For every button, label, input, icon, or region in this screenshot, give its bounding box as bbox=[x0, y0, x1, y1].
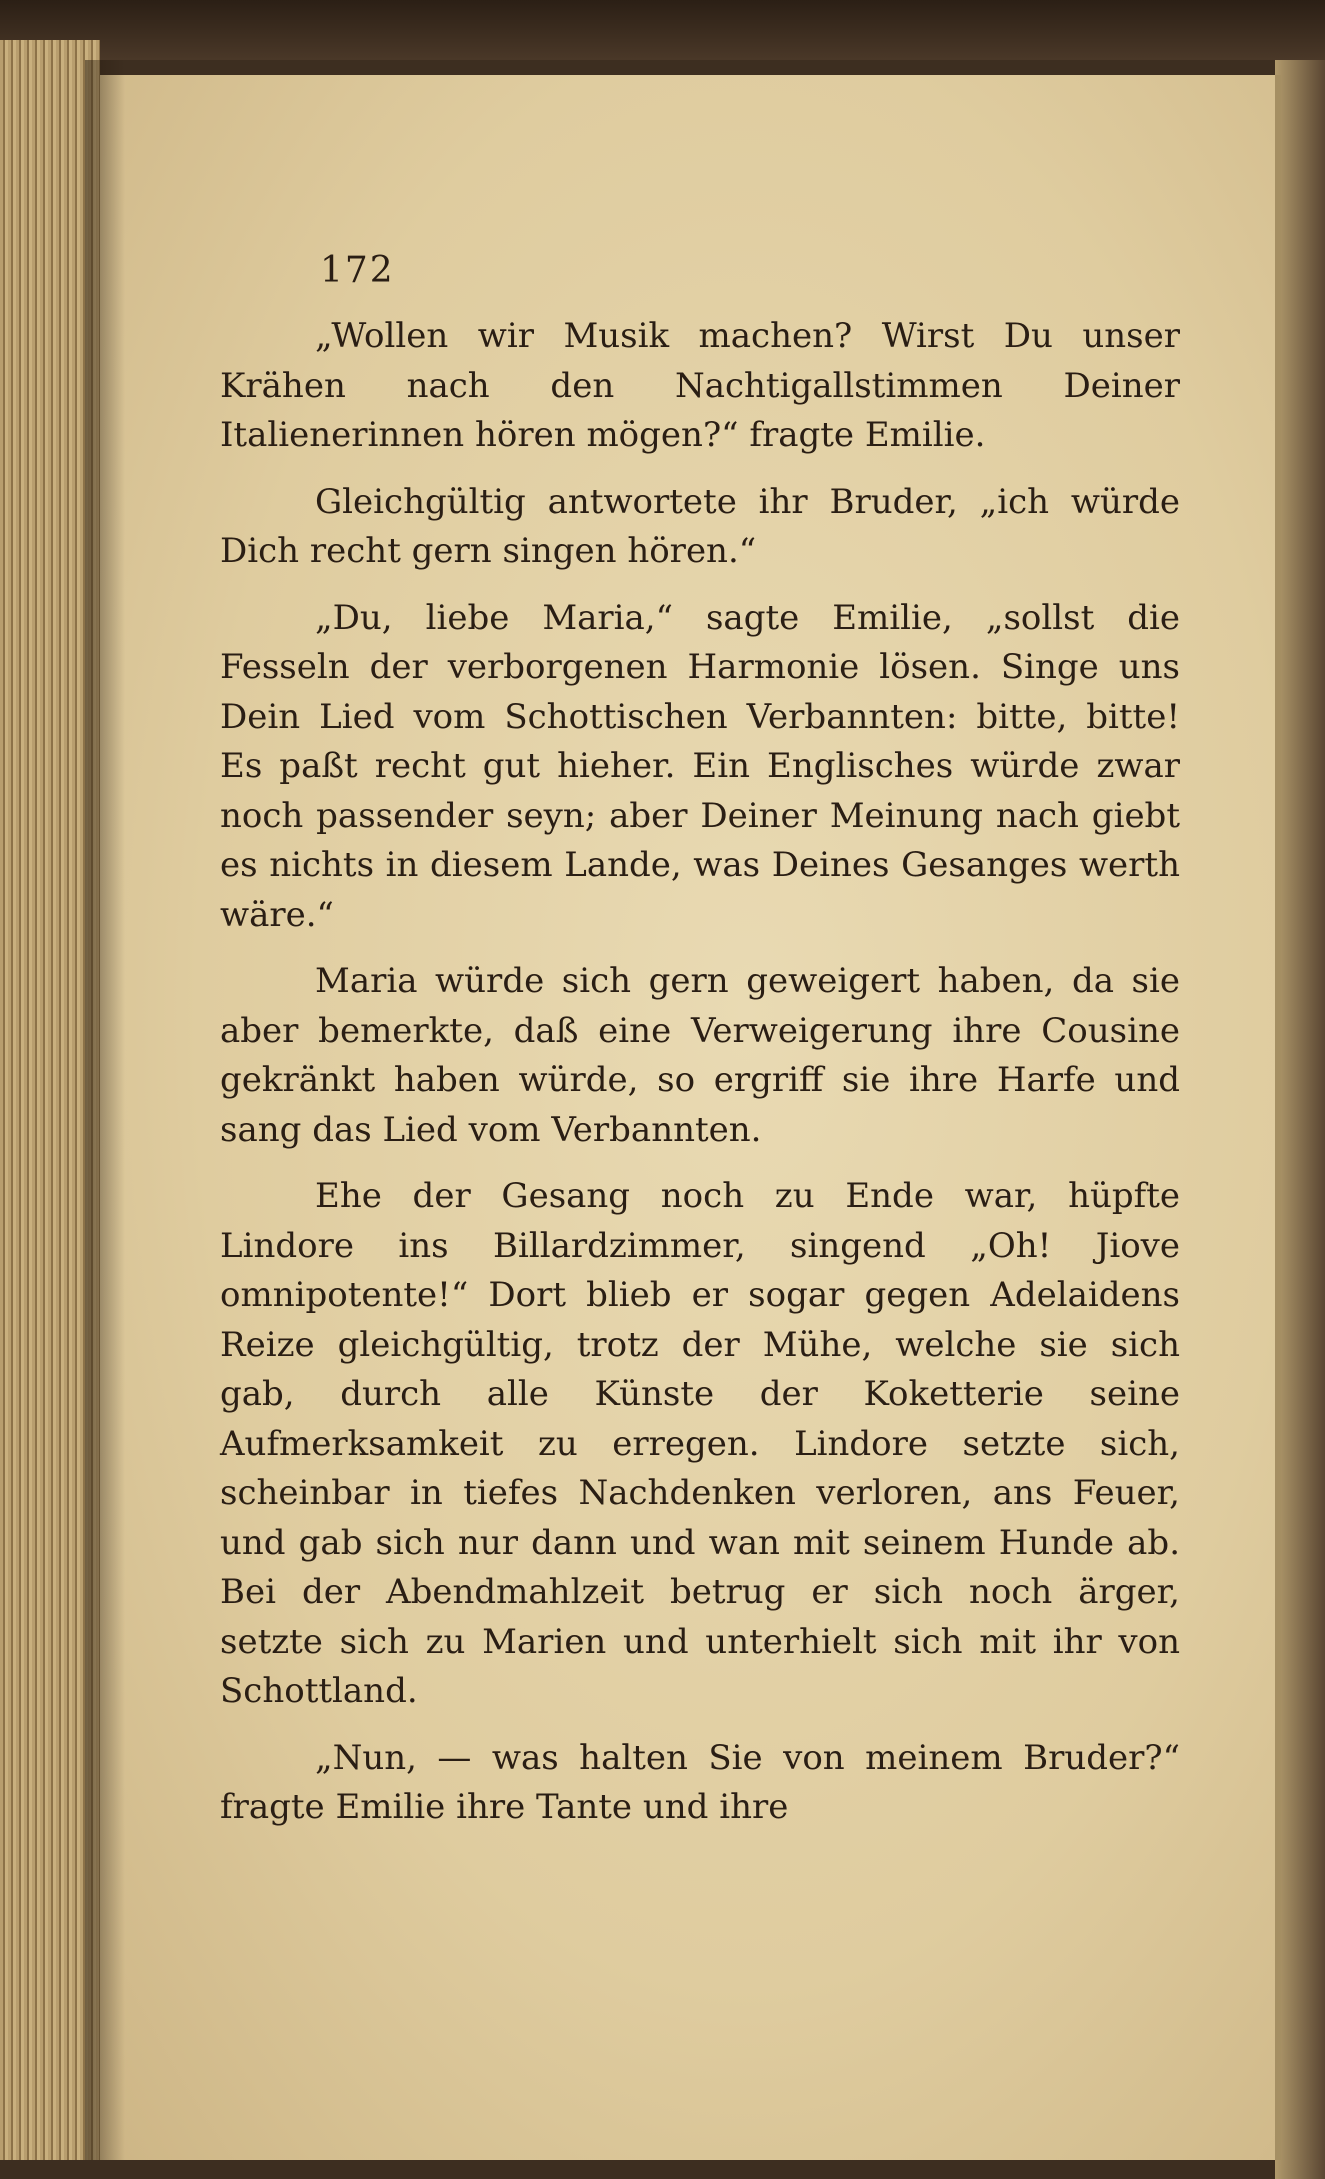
paragraph-6: „Nun, — was halten Sie von meinem Bruder?“ fragte Emilie ihre Tante und ihre bbox=[220, 1737, 1180, 1827]
page-body-text bbox=[220, 250, 1180, 1850]
paragraph-3: „Du, liebe Maria,“ sagte Emilie, „sollst die Fesseln der verborgenen Harmonie lösen. Singe uns Dein Lied vom Schottischen Verbannten: bitte, bitte! Es paßt recht gut hieher. Ein Englisches würde zwar noch passender seyn; aber Deiner Meinung nach giebt es nichts in diesem Lande, was Deines Gesanges werth wäre.“ bbox=[220, 597, 1180, 935]
paragraph-4: Maria würde sich gern geweigert haben, da sie aber bemerkte, daß eine Verweigerung ihre Cousine gekränkt haben würde, so ergriff sie ihre Harfe und sang das Lied vom Verbannten. bbox=[220, 961, 1180, 1150]
page-number: 172 bbox=[320, 250, 395, 291]
paragraph-5: Ehe der Gesang noch zu Ende war, hüpfte Lindore ins Billardzimmer, singend „Oh! Jiove omnipotente!“ Dort blieb er sogar gegen Adelaidens Reize gleichgültig, trotz der Mühe, welche sie sich gab, durch alle Künste der Koketterie seine Aufmerksamkeit zu erregen. Lindore setzte sich, scheinbar in tiefes Nachdenken verloren, ans Feuer, und gab sich nur dann und wan mit seinem Hunde ab. Bei der Abendmahlzeit betrug er sich noch ärger, setzte sich zu Marien und unterhielt sich mit ihr von Schottland. bbox=[220, 1176, 1180, 1711]
spine-shadow bbox=[85, 60, 125, 2160]
paragraph-1: „Wollen wir Musik machen? Wirst Du unser Krähen nach den Nachtigallstimmen Deiner Italienerinnen hören mögen?“ fragte Emilie. bbox=[220, 316, 1180, 455]
book-cover-edge bbox=[0, 0, 1325, 60]
paragraph-2: Gleichgültig antwortete ihr Bruder, „ich würde Dich recht gern singen hören.“ bbox=[220, 481, 1180, 571]
facing-page-edge bbox=[1275, 60, 1325, 2179]
